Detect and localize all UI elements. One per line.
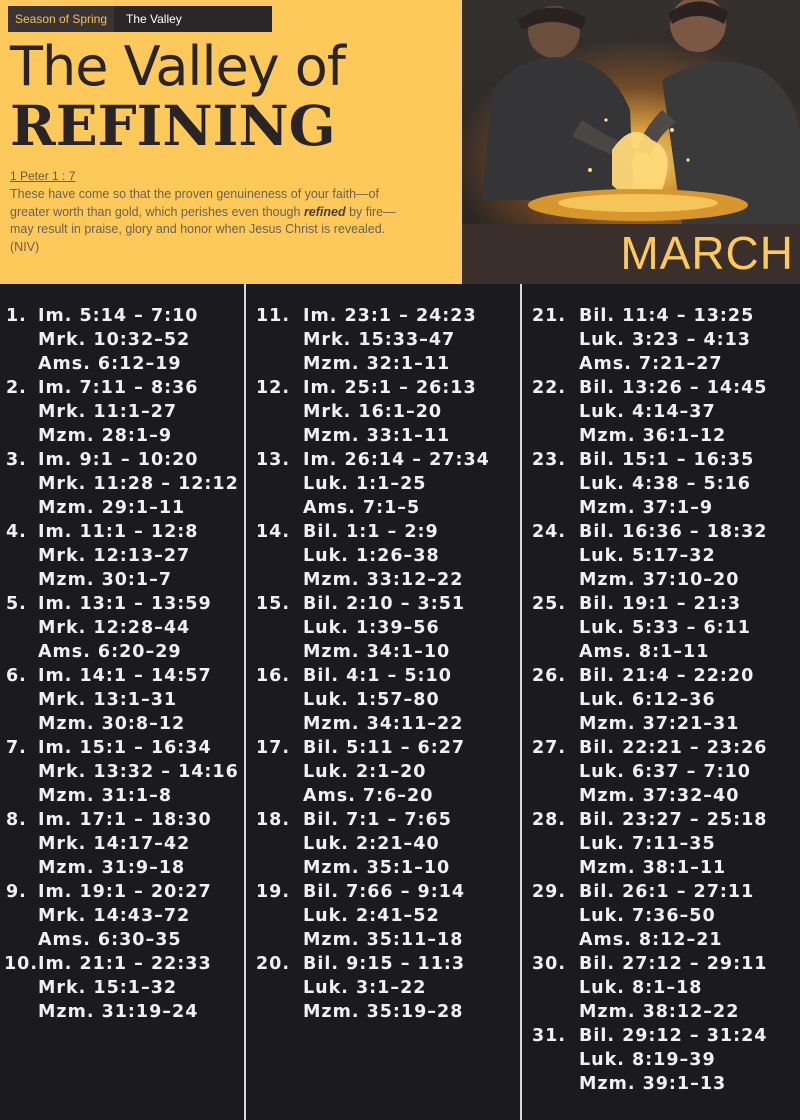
- reading-day: [532, 376, 768, 448]
- reading-passage: Mzm. 29:1–11: [38, 498, 186, 518]
- reading-day: [532, 304, 767, 376]
- title-line-1: The Valley of: [10, 35, 345, 98]
- reading-passage: Luk. 8:19–39: [579, 1050, 716, 1070]
- reading-passage: Im. 25:1 – 26:13: [303, 378, 477, 398]
- verse-text-part-2: by fire—may result in praise, glory and honor when Jesus Christ is revealed. (NIV): [10, 204, 396, 254]
- reading-passage: Mzm. 38:12–22: [579, 1002, 740, 1022]
- reading-day: [532, 880, 767, 952]
- reading-day: [256, 664, 490, 736]
- reading-passage: Mzm. 34:1–10: [303, 642, 451, 662]
- day-number: 27.: [532, 738, 567, 758]
- season-tag: Season of Spring: [8, 6, 114, 32]
- reading-passage: Mrk. 14:17–42: [38, 834, 191, 854]
- day-number: 13.: [256, 450, 291, 470]
- reading-passage: Mzm. 31:9–18: [38, 858, 186, 878]
- reading-passage: Ams. 7:21–27: [579, 354, 723, 374]
- reading-passage: Mzm. 30:8–12: [38, 714, 186, 734]
- reading-passage: Mrk. 10:32–52: [38, 330, 191, 350]
- reading-passage: Mzm. 31:19–24: [38, 1002, 199, 1022]
- reading-passage: Mzm. 37:32–40: [579, 786, 740, 806]
- reading-passage: Im. 11:1 – 12:8: [38, 522, 199, 542]
- reading-day: [256, 880, 490, 952]
- day-number: 23.: [532, 450, 567, 470]
- day-number: 11.: [256, 306, 291, 326]
- reading-passage: Luk. 6:37 – 7:10: [579, 762, 751, 782]
- reading-passage: Bil. 22:21 – 23:26: [579, 738, 768, 758]
- reading-passage: Ams. 6:30–35: [38, 930, 182, 950]
- reading-passage: Luk. 6:12–36: [579, 690, 716, 710]
- day-number: 3.: [6, 450, 27, 470]
- reading-day: [532, 952, 768, 1024]
- reading-passage: Im. 17:1 – 18:30: [38, 810, 212, 830]
- day-number: 9.: [6, 882, 27, 902]
- reading-passage: Luk. 1:1–25: [303, 474, 427, 494]
- reading-day: [256, 736, 490, 808]
- reading-passage: Bil. 16:36 – 18:32: [579, 522, 768, 542]
- reading-passage: Mzm. 35:19–28: [303, 1002, 464, 1022]
- verse-emphasis: refined: [303, 204, 346, 219]
- reading-day: [256, 304, 490, 376]
- reading-passage: Mzm. 30:1–7: [38, 570, 173, 590]
- reading-day: [256, 592, 490, 664]
- reading-passage: Im. 9:1 – 10:20: [38, 450, 199, 470]
- reading-passage: Im. 7:11 – 8:36: [38, 378, 199, 398]
- day-number: 29.: [532, 882, 567, 902]
- reading-passage: Luk. 1:57–80: [303, 690, 440, 710]
- reading-passage: Mrk. 12:28–44: [38, 618, 191, 638]
- reading-day: [6, 376, 239, 448]
- reading-day: [532, 808, 768, 880]
- reading-passage: Mrk. 15:1–32: [38, 978, 178, 998]
- reading-passage: Bil. 7:1 – 7:65: [303, 810, 452, 830]
- day-number: 7.: [6, 738, 27, 758]
- reading-passage: Mrk. 16:1–20: [303, 402, 443, 422]
- reading-passage: Mzm. 39:1–13: [579, 1074, 727, 1094]
- reading-day: [532, 664, 767, 736]
- column-divider-2: [520, 284, 522, 1120]
- reading-passage: Bil. 15:1 – 16:35: [579, 450, 755, 470]
- reading-passage: Mzm. 36:1–12: [579, 426, 727, 446]
- reading-passage: Bil. 26:1 – 27:11: [579, 882, 755, 902]
- reading-passage: Im. 21:1 – 22:33: [38, 954, 212, 974]
- reading-passage: Luk. 2:41–52: [303, 906, 440, 926]
- reading-passage: Bil. 27:12 – 29:11: [579, 954, 768, 974]
- day-number: 30.: [532, 954, 567, 974]
- day-number: 2.: [6, 378, 27, 398]
- reading-day: [6, 808, 239, 880]
- reading-passage: Ams. 6:20–29: [38, 642, 182, 662]
- reading-day: [6, 520, 239, 592]
- day-number: 21.: [532, 306, 567, 326]
- reading-passage: Bil. 9:15 – 11:3: [303, 954, 466, 974]
- day-number: 31.: [532, 1026, 567, 1046]
- reading-passage: Mzm. 34:11–22: [303, 714, 464, 734]
- day-number: 6.: [6, 666, 27, 686]
- reading-passage: Luk. 7:36–50: [579, 906, 716, 926]
- reading-passage: Mzm. 38:1–11: [579, 858, 727, 878]
- reading-passage: Im. 5:14 – 7:10: [38, 306, 199, 326]
- column-divider-1: [244, 284, 246, 1120]
- day-number: 19.: [256, 882, 291, 902]
- reading-passage: Mzm. 37:1–9: [579, 498, 714, 518]
- reading-passage: Im. 19:1 – 20:27: [38, 882, 212, 902]
- reading-passage: Luk. 8:1–18: [579, 978, 703, 998]
- reading-passage: Im. 13:1 – 13:59: [38, 594, 212, 614]
- reading-passage: Im. 23:1 – 24:23: [303, 306, 477, 326]
- reading-passage: Luk. 7:11–35: [579, 834, 716, 854]
- reading-passage: Luk. 2:21–40: [303, 834, 440, 854]
- reading-day: [256, 808, 490, 880]
- reading-passage: Mzm. 33:12–22: [303, 570, 464, 590]
- reading-day: [6, 952, 239, 1024]
- reading-day: [6, 664, 239, 736]
- reading-day: [6, 736, 239, 808]
- reading-passage: Ams. 8:1–11: [579, 642, 710, 662]
- reading-passage: Luk. 3:23 – 4:13: [579, 330, 751, 350]
- title-line-2: REFINING: [10, 93, 336, 158]
- reading-passage: Mrk. 13:32 – 14:16: [38, 762, 239, 782]
- readings-column-1: [6, 304, 239, 1024]
- reading-day: [532, 592, 767, 664]
- day-number: 4.: [6, 522, 27, 542]
- verse-reference: 1 Peter 1 : 7: [10, 169, 76, 183]
- reading-passage: Luk. 1:39–56: [303, 618, 440, 638]
- reading-day: [256, 952, 490, 1024]
- day-number: 26.: [532, 666, 567, 686]
- reading-passage: Luk. 5:33 – 6:11: [579, 618, 751, 638]
- title-panel: [0, 0, 462, 284]
- reading-passage: Mrk. 13:1–31: [38, 690, 178, 710]
- reading-passage: Luk. 5:17–32: [579, 546, 716, 566]
- reading-passage: Ams. 8:12–21: [579, 930, 723, 950]
- breadcrumb: [8, 6, 272, 32]
- reading-passage: Bil. 23:27 – 25:18: [579, 810, 768, 830]
- day-number: 1.: [6, 306, 27, 326]
- reading-day: [6, 592, 239, 664]
- reading-day: [256, 520, 490, 592]
- reading-passage: Bil. 29:12 – 31:24: [579, 1026, 768, 1046]
- month-banner: [462, 224, 800, 284]
- reading-day: [6, 880, 239, 952]
- reading-passage: Mzm. 32:1–11: [303, 354, 451, 374]
- day-number: 10.: [4, 954, 39, 974]
- reading-passage: Im. 14:1 – 14:57: [38, 666, 212, 686]
- reading-passage: Bil. 13:26 – 14:45: [579, 378, 768, 398]
- day-number: 28.: [532, 810, 567, 830]
- reading-passage: Bil. 5:11 – 6:27: [303, 738, 466, 758]
- day-number: 14.: [256, 522, 291, 542]
- reading-passage: Mzm. 37:10–20: [579, 570, 740, 590]
- reading-passage: Mrk. 11:1–27: [38, 402, 178, 422]
- day-number: 24.: [532, 522, 567, 542]
- day-number: 16.: [256, 666, 291, 686]
- reading-passage: Bil. 19:1 – 21:3: [579, 594, 742, 614]
- reading-passage: Ams. 7:6–20: [303, 786, 434, 806]
- reading-passage: Bil. 2:10 – 3:51: [303, 594, 466, 614]
- reading-passage: Mzm. 35:1–10: [303, 858, 451, 878]
- day-number: 18.: [256, 810, 291, 830]
- reading-passage: Mzm. 35:11–18: [303, 930, 464, 950]
- reading-passage: Bil. 1:1 – 2:9: [303, 522, 439, 542]
- blacksmiths-photo: [462, 0, 800, 224]
- reading-passage: Im. 26:14 – 27:34: [303, 450, 490, 470]
- day-number: 8.: [6, 810, 27, 830]
- reading-day: [256, 376, 490, 448]
- reading-passage: Mzm. 33:1–11: [303, 426, 451, 446]
- reading-passage: Bil. 7:66 – 9:14: [303, 882, 466, 902]
- verse-text-part-1: These have come so that the proven genuineness of your faith—of greater worth than gold, which perishes even though: [10, 187, 379, 219]
- reading-passage: Bil. 21:4 – 22:20: [579, 666, 755, 686]
- reading-passage: Mrk. 15:33–47: [303, 330, 456, 350]
- reading-passage: Mzm. 37:21–31: [579, 714, 740, 734]
- reading-day: [6, 448, 239, 520]
- day-number: 22.: [532, 378, 567, 398]
- reading-passage: Bil. 4:1 – 5:10: [303, 666, 452, 686]
- month-label: MARCH: [620, 227, 794, 279]
- day-number: 5.: [6, 594, 27, 614]
- reading-passage: Ams. 7:1–5: [303, 498, 421, 518]
- reading-passage: Luk. 4:14–37: [579, 402, 716, 422]
- day-number: 15.: [256, 594, 291, 614]
- day-number: 17.: [256, 738, 291, 758]
- reading-passage: Luk. 4:38 – 5:16: [579, 474, 751, 494]
- reading-passage: Mrk. 14:43–72: [38, 906, 191, 926]
- reading-passage: Luk. 3:1–22: [303, 978, 427, 998]
- reading-passage: Ams. 6:12–19: [38, 354, 182, 374]
- day-number: 20.: [256, 954, 291, 974]
- reading-passage: Mrk. 12:13–27: [38, 546, 191, 566]
- readings-column-2: [256, 304, 490, 1024]
- blacksmiths-illustration: [462, 0, 800, 224]
- reading-passage: Im. 15:1 – 16:34: [38, 738, 212, 758]
- reading-passage: Mzm. 28:1–9: [38, 426, 173, 446]
- reading-day: [532, 520, 768, 592]
- valley-tag: The Valley: [126, 12, 182, 26]
- verse-text: [10, 186, 408, 256]
- readings-column-3: [532, 304, 768, 1096]
- reading-day: [532, 736, 768, 808]
- reading-passage: Mzm. 31:1–8: [38, 786, 173, 806]
- header-section: [0, 0, 800, 284]
- reading-passage: Luk. 2:1–20: [303, 762, 427, 782]
- reading-day: [6, 304, 239, 376]
- reading-day: [256, 448, 490, 520]
- reading-passage: Luk. 1:26–38: [303, 546, 440, 566]
- reading-day: [532, 1024, 768, 1096]
- day-number: 12.: [256, 378, 291, 398]
- reading-passage: Bil. 11:4 – 13:25: [579, 306, 755, 326]
- reading-passage: Mrk. 11:28 – 12:12: [38, 474, 239, 494]
- reading-day: [532, 448, 767, 520]
- day-number: 25.: [532, 594, 567, 614]
